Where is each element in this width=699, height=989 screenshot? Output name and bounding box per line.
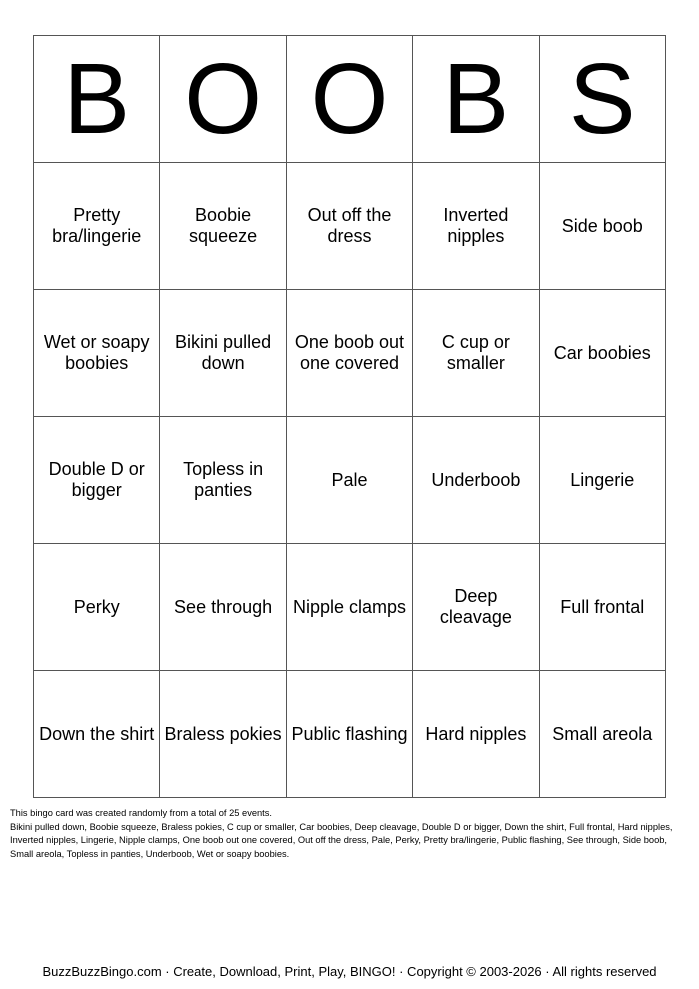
card-cell: Braless pokies	[160, 671, 286, 798]
footer-copyright: BuzzBuzzBingo.com · Create, Download, Print, Play, BINGO! · Copyright © 2003-2026 · All rights reserved	[42, 964, 657, 979]
card-cell: See through	[160, 544, 286, 671]
header-letter: S	[539, 36, 665, 163]
card-row	[34, 544, 666, 671]
card-cell: Out off the dress	[286, 163, 412, 290]
card-cell: Deep cleavage	[413, 544, 539, 671]
card-note	[10, 807, 690, 861]
header-letter: B	[413, 36, 539, 163]
card-cell: Underboob	[413, 417, 539, 544]
card-cell: Inverted nipples	[413, 163, 539, 290]
card-cell: Wet or soapy boobies	[34, 290, 160, 417]
note-summary: This bingo card was created randomly from a total of 25 events.	[10, 808, 272, 818]
card-cell: Pale	[286, 417, 412, 544]
card-cell: Down the shirt	[34, 671, 160, 798]
card-cell: Public flashing	[286, 671, 412, 798]
card-cell: Hard nipples	[413, 671, 539, 798]
header-letter: O	[160, 36, 286, 163]
card-row	[34, 671, 666, 798]
bingo-card	[33, 35, 666, 798]
note-event-list: Bikini pulled down, Boobie squeeze, Braless pokies, C cup or smaller, Car boobies, Deep cleavage, Double D or bigger, Down the shirt, Full frontal, Hard nipples, Inverted nipples, Lingerie, Nipple clamps, One boob out one covered, Out off the dress, Pale, Perky, Pretty bra/lingerie, Public flashing, See through, Side boob, Small areola, Topless in panties, Underboob, Wet or soapy boobies.	[10, 821, 673, 859]
header-row	[34, 36, 666, 163]
card-cell: Nipple clamps	[286, 544, 412, 671]
card-cell: Small areola	[539, 671, 665, 798]
card-cell: Lingerie	[539, 417, 665, 544]
card-cell: Car boobies	[539, 290, 665, 417]
card-row	[34, 163, 666, 290]
card-cell: Bikini pulled down	[160, 290, 286, 417]
card-row	[34, 417, 666, 544]
card-cell: Topless in panties	[160, 417, 286, 544]
card-cell: Full frontal	[539, 544, 665, 671]
card-cell: Perky	[34, 544, 160, 671]
card-row	[34, 290, 666, 417]
card-cell: Double D or bigger	[34, 417, 160, 544]
card-cell: Side boob	[539, 163, 665, 290]
card-cell: Pretty bra/lingerie	[34, 163, 160, 290]
header-letter: O	[286, 36, 412, 163]
card-cell: C cup or smaller	[413, 290, 539, 417]
card-cell: Boobie squeeze	[160, 163, 286, 290]
card-cell: One boob out one covered	[286, 290, 412, 417]
header-letter: B	[34, 36, 160, 163]
